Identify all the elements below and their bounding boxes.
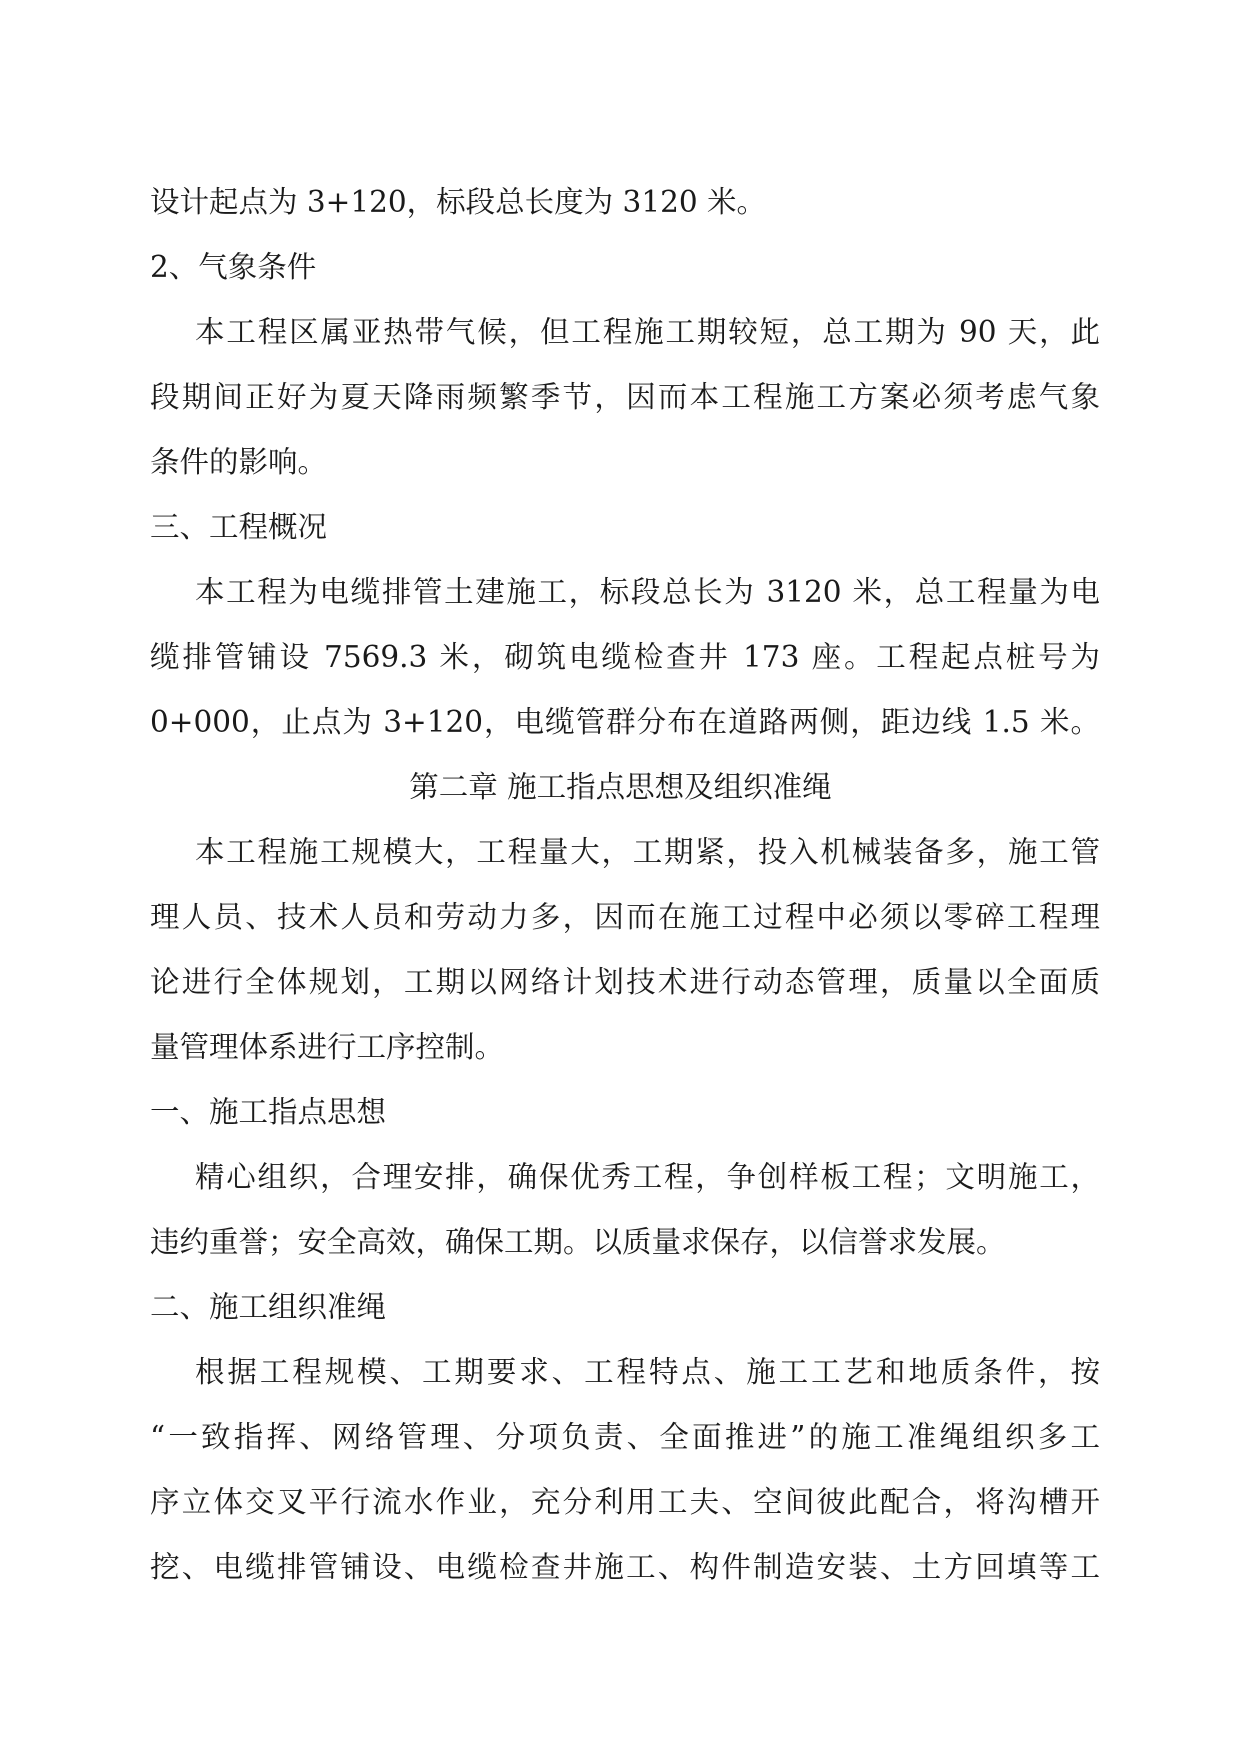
paragraph-line: 条件的影响。 [150,445,328,479]
paragraph-line: 缆排管铺设 7569.3 米，砌筑电缆检查井 173 座。工程起点桩号为 [150,640,1100,674]
paragraph-line: 段期间正好为夏天降雨频繁季节，因而本工程施工方案必须考虑气象 [150,380,1100,414]
section-heading-principles: 二、施工组织准绳 [150,1290,387,1324]
paragraph-line: 论进行全体规划，工期以网络计划技术进行动态管理，质量以全面质 [150,965,1100,999]
chapter-title: 第二章 施工指点思想及组织准绳 [409,770,832,804]
text-line-continuation: 设计起点为 3+120，标段总长度为 3120 米。 [150,185,766,219]
section-heading-climate: 2、气象条件 [150,250,317,284]
paragraph-line: 违约重誉；安全高效，确保工期。以质量求保存，以信誉求发展。 [150,1225,1006,1259]
paragraph-line: 本工程区属亚热带气候，但工程施工期较短，总工期为 90 天，此 [195,315,1100,349]
paragraph-line: 序立体交叉平行流水作业，充分利用工夫、空间彼此配合，将沟槽开 [150,1485,1100,1519]
paragraph-line: 挖、电缆排管铺设、电缆检查井施工、构件制造安装、土方回填等工 [150,1550,1100,1584]
paragraph-line: 理人员、技术人员和劳动力多，因而在施工过程中必须以零碎工程理 [150,900,1100,934]
section-heading-overview: 三、工程概况 [150,510,328,544]
paragraph-line: 精心组织，合理安排，确保优秀工程，争创样板工程；文明施工， [195,1160,1100,1194]
paragraph-line: 0+000，止点为 3+120，电缆管群分布在道路两侧，距边线 1.5 米。 [150,705,1100,739]
paragraph-line: “一致指挥、网络管理、分项负责、全面推进”的施工准绳组织多工 [150,1420,1100,1454]
paragraph-line: 本工程施工规模大，工程量大，工期紧，投入机械装备多，施工管 [195,835,1100,869]
paragraph-line: 根据工程规模、工期要求、工程特点、施工工艺和地质条件，按 [195,1355,1100,1389]
paragraph-line: 本工程为电缆排管土建施工，标段总长为 3120 米，总工程量为电 [195,575,1100,609]
paragraph-line: 量管理体系进行工序控制。 [150,1030,505,1064]
section-heading-guiding-idea: 一、施工指点思想 [150,1095,387,1129]
